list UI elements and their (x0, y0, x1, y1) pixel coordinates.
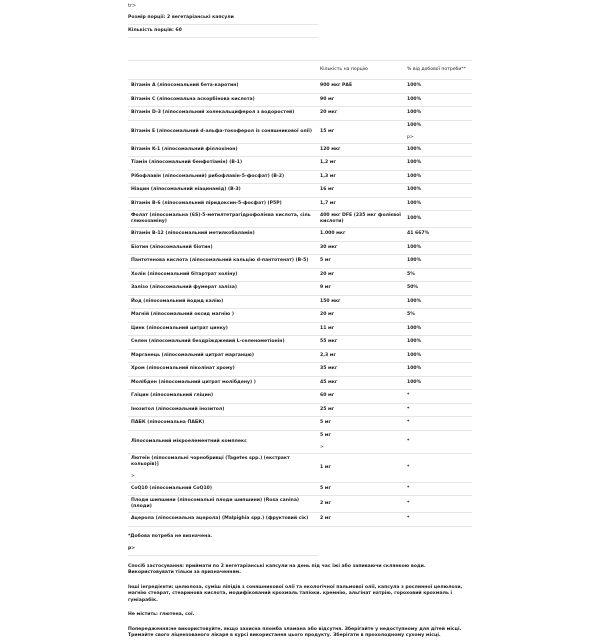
daily-value (404, 322, 472, 336)
nutrient-name-text: Вітамін D-3 (ліпосомальний холекальциферол з водоростей) (131, 110, 295, 116)
footer (128, 531, 472, 640)
amount-text: 55 мкг (320, 339, 338, 345)
nutrient-name-text: CoQ10 (ліпосомальний CoQ10) (131, 485, 212, 491)
nutrient-name-text: Ацерола (ліпосомальна ацерола) (Malpighia spp.) (фруктовий сік) (131, 516, 309, 522)
amount-per-serving (317, 170, 404, 184)
table-row (128, 282, 472, 296)
header-nutrient (128, 61, 317, 80)
nutrient-name (128, 363, 317, 377)
nutrient-name (128, 268, 317, 282)
nutrient-name (128, 80, 317, 94)
amount-text: 5 мг (320, 420, 331, 426)
amount-per-serving (317, 268, 404, 282)
nutrient-name (128, 93, 317, 107)
header-amount: Кількість на порцію (320, 67, 368, 72)
nutrient-name (128, 295, 317, 309)
daily-value (404, 268, 472, 282)
daily-value-text: * (407, 420, 410, 426)
amount-text: 150 мкг (320, 298, 341, 304)
daily-value (404, 482, 472, 496)
table-row (128, 170, 472, 184)
amount-per-serving (317, 417, 404, 431)
nutrient-name-text: Йод (ліпосомальний йодид калію) (131, 298, 224, 304)
daily-value-text: 41 667% (407, 231, 430, 237)
nutrient-name-text: Селен (ліпосомальний бездріжджевий L-селенометіонін) (131, 339, 285, 345)
daily-value-text: * (407, 406, 410, 412)
amount-text: 400 мкг DFE (235 мкг фолієвої кислоти) (320, 213, 401, 224)
daily-value (404, 363, 472, 377)
table-row (128, 322, 472, 336)
nutrient-name-text: Марганець (ліпосомальний цитрат марганцю) (131, 352, 254, 358)
amount-per-serving (317, 430, 404, 453)
daily-value-text: * (407, 485, 410, 491)
amount-text: 30 мкг (320, 244, 338, 250)
table-row (128, 268, 472, 282)
daily-value (404, 184, 472, 198)
table-row (128, 295, 472, 309)
amount-per-serving (317, 282, 404, 296)
nutrient-name (128, 211, 317, 228)
nutrient-name-text: Холін (ліпосомальний бітартрат холіну) (131, 271, 238, 277)
nutrient-name (128, 157, 317, 171)
free-of-text: Не містить: глютена, сої. (128, 612, 195, 617)
daily-value-text: 100% (407, 200, 422, 206)
nutrient-name (128, 309, 317, 323)
daily-value-text: * (407, 501, 410, 506)
daily-value-text: 5% (407, 271, 415, 277)
amount-text: 2 мг (320, 516, 331, 522)
table-row (128, 482, 472, 496)
daily-value (404, 349, 472, 363)
amount-per-serving (317, 390, 404, 404)
nutrient-name (128, 322, 317, 336)
nutrient-name-text: Інозитол (ліпосомальний інозитол) (131, 406, 225, 412)
daily-value-text: 100% (407, 339, 422, 345)
nutrient-name (128, 430, 317, 453)
daily-value (404, 390, 472, 404)
amount-text: 5 мг (320, 432, 331, 438)
nutrient-name-text: Пантотенова кислота (ліпосомальний кальцію d-пантотенат) (B-5) (131, 258, 309, 264)
table-row (128, 211, 472, 228)
table-row (128, 120, 472, 143)
daily-value-text: 100% (407, 366, 422, 372)
table-row (128, 403, 472, 417)
nutrient-name-text: Вітамін E (ліпосомальний d-альфа-токоферол із соняшникової олії) (131, 128, 312, 134)
nutrient-name-text: Ніацин (ліпосомальний ніацинамід) (B-3) (131, 187, 241, 193)
daily-value-text: 100% (407, 298, 422, 304)
nutrient-name-text: Цинк (ліпосомальний цитрат цинку) (131, 325, 228, 331)
amount-per-serving (317, 482, 404, 496)
nutrient-name-text: Вітамін A (ліпосомальний бета-каротин) (131, 83, 239, 89)
nutrient-name (128, 255, 317, 269)
amount-text: 2 мг (320, 501, 331, 506)
amount-text: 20 мг (320, 271, 335, 277)
daily-value (404, 496, 472, 513)
nutrient-name-text: Молібден (ліпосомальний цитрат молібдену) ) (131, 379, 256, 385)
daily-value (404, 309, 472, 323)
nutrient-name (128, 403, 317, 417)
amount-text: 9 мг (320, 285, 331, 291)
daily-value (404, 255, 472, 269)
nutrient-name (128, 120, 317, 143)
stray-markup-text: tr> (128, 3, 137, 9)
daily-value (404, 430, 472, 453)
daily-value (404, 403, 472, 417)
table-row (128, 376, 472, 390)
nutrient-name (128, 513, 317, 527)
amount-text: 20 мг (320, 312, 335, 318)
amount-text: 11 мг (320, 325, 335, 331)
nutrient-name-text: Лютеїн (ліпосомальні чорнобривці (Tagetes spp.) (екстракт кольорів)] (131, 455, 290, 467)
table-row (128, 241, 472, 255)
amount-text: 5 мг (320, 485, 331, 491)
stray-markup-text: p> (407, 134, 414, 140)
nutrient-name-text: Хром (ліпосомальний піколінат хрому) (131, 366, 235, 372)
amount-per-serving (317, 228, 404, 242)
amount-per-serving (317, 309, 404, 323)
table-header-row (128, 61, 472, 80)
amount-per-serving (317, 295, 404, 309)
daily-value-text: * (407, 393, 410, 399)
amount-text: 90 мг (320, 96, 335, 102)
daily-value-text: 100% (407, 258, 422, 264)
amount-per-serving (317, 241, 404, 255)
amount-text: 1,7 мг (320, 200, 336, 206)
nutrient-name-text: Гліцин (ліпосомальний гліцин) (131, 393, 214, 399)
amount-text: 1.000 мкг (320, 231, 346, 237)
footnote: *Добова потреба не визначена. (128, 533, 213, 539)
amount-per-serving (317, 255, 404, 269)
daily-value-text: 100% (407, 216, 422, 221)
daily-value (404, 157, 472, 171)
nutrient-name-text: Плоди шипшини (ліпосомальні плоди шипшини) (Rosa canina) (плоди) (131, 498, 300, 509)
amount-text: 1,3 мг (320, 173, 336, 179)
amount-text: 15 мг (320, 128, 335, 134)
daily-value (404, 376, 472, 390)
amount-text: 5 мг (320, 258, 331, 264)
daily-value-text: 100% (407, 83, 422, 89)
nutrient-name (128, 228, 317, 242)
nutrient-name (128, 282, 317, 296)
nutrient-name (128, 336, 317, 350)
amount-per-serving (317, 107, 404, 121)
nutrient-name-text: Вітамін K-1 (ліпосомальний філлохінон) (131, 146, 238, 152)
table-row (128, 453, 472, 482)
table-row (128, 390, 472, 404)
table-row (128, 80, 472, 94)
daily-value (404, 228, 472, 242)
nutrient-name (128, 184, 317, 198)
table-row (128, 107, 472, 121)
daily-value (404, 107, 472, 121)
daily-value-text: 100% (407, 187, 422, 193)
amount-text: 45 мкг (320, 379, 338, 385)
table-row (128, 309, 472, 323)
amount-text: 60 мг (320, 393, 335, 399)
amount-text: 20 мкг (320, 110, 338, 116)
table-row (128, 363, 472, 377)
amount-text: 120 мкг (320, 146, 341, 152)
amount-per-serving (317, 453, 404, 482)
ingredients-text: Інші інгредієнти: целюлоза, суміш ліпідів з соняшникової олії та екологічної пальмової олії, капсула з рослинної целюлози, магнію стеарат, стеаринова кислота, модифікований крохмаль тапіоки. кремнію, альгінат натрію, гороховий крохмаль і гуміарабік. (128, 584, 463, 603)
stray-markup-text: > (320, 444, 324, 450)
daily-value (404, 211, 472, 228)
nutrient-name-text: Біотин (ліпосомальний біотин) (131, 244, 213, 250)
daily-value (404, 241, 472, 255)
daily-value (404, 417, 472, 431)
servings-count: Кількість порцій: 60 (128, 25, 318, 38)
serving-size: Розмір порції: 2 вегетаріанські капсули (128, 12, 318, 25)
daily-value-text: 100% (407, 244, 422, 250)
daily-value-text: 100% (407, 173, 422, 179)
table-row (128, 255, 472, 269)
amount-text: 900 мкг РАЕ (320, 83, 353, 89)
amount-per-serving (317, 496, 404, 513)
daily-value (404, 295, 472, 309)
footnote-stray-text: p> (128, 543, 318, 556)
amount-per-serving (317, 336, 404, 350)
table-row (128, 336, 472, 350)
daily-value-text: 50% (407, 285, 418, 291)
table-row (128, 228, 472, 242)
nutrient-name-text: Тіамін (ліпосомальний бенфотіамін) (B-1) (131, 160, 243, 166)
amount-per-serving (317, 322, 404, 336)
warning-text: Попередження:не використовуйте, якщо захисна пломба зламана або відсутня. Зберігайте у недоступному для дітей місці. Тримайте свого ліцензованого лікаря в курсі використання цього продукту. Зберігати в прохолодному сухому місці. (128, 626, 462, 638)
supplement-facts (128, 0, 472, 640)
nutrient-name-text: Ліпосомальний мікроелементний комплекс (131, 438, 247, 444)
daily-value (404, 143, 472, 157)
nutrient-name (128, 197, 317, 211)
amount-per-serving (317, 513, 404, 527)
amount-per-serving (317, 157, 404, 171)
daily-value-text: * (407, 438, 410, 444)
daily-value (404, 197, 472, 211)
daily-value-text: 100% (407, 110, 422, 116)
nutrient-name (128, 390, 317, 404)
nutrient-name (128, 496, 317, 513)
amount-per-serving (317, 376, 404, 390)
nutrient-name-text: Вітамін C (ліпосомальна аскорбінова кислота) (131, 96, 255, 102)
stray-markup-text: > (131, 473, 135, 479)
nutrient-name-text: Магній (ліпосомальний оксид магнію ) (131, 312, 234, 318)
daily-value (404, 282, 472, 296)
table-row (128, 417, 472, 431)
daily-value-text: 100% (407, 352, 422, 358)
amount-per-serving (317, 120, 404, 143)
nutrient-name (128, 170, 317, 184)
amount-text: 1,2 мг (320, 160, 336, 166)
nutrient-name-text: ПАБК (ліпосомальна ПАБК) (131, 420, 205, 426)
table-row (128, 349, 472, 363)
nutrient-name (128, 482, 317, 496)
nutrient-name (128, 417, 317, 431)
daily-value (404, 336, 472, 350)
table-row (128, 197, 472, 211)
nutrient-name (128, 453, 317, 482)
amount-per-serving (317, 143, 404, 157)
amount-per-serving (317, 349, 404, 363)
daily-value (404, 120, 472, 143)
daily-value (404, 80, 472, 94)
daily-value (404, 513, 472, 527)
daily-value-text: * (407, 516, 410, 522)
daily-value-text: 100% (407, 122, 422, 128)
nutrient-name (128, 241, 317, 255)
amount-text: 25 мг (320, 406, 335, 412)
daily-value-text: * (407, 464, 410, 470)
table-row (128, 513, 472, 527)
daily-value-text: 5% (407, 312, 415, 318)
amount-text: 2,3 мг (320, 352, 336, 358)
usage-text: Спосіб застосування: приймати по 2 вегетаріанські капсули на день під час їжі або запиваючи склянкою води. Використовувати тільки за призначенням. (128, 563, 426, 575)
nutrient-name-text: Фолат (ліпосомальна (6S)-5-метилтетрагідрофолієва кислота, сіль глюкозаміну) (131, 213, 311, 224)
amount-per-serving (317, 403, 404, 417)
nutrient-name (128, 349, 317, 363)
nutrient-name (128, 143, 317, 157)
daily-value (404, 93, 472, 107)
nutrient-name-text: Залізо (ліпосомальний фумерат заліза) (131, 285, 237, 291)
nutrient-name-text: Рібофлавін (ліпосомальний) рибофлавін-5-фосфат) (B-2) (131, 173, 285, 179)
nutrient-name-text: Вітамін B-6 (ліпосомальний піридоксин-5-фосфат) (P5P) (131, 200, 282, 206)
table-row (128, 157, 472, 171)
nutrient-table (128, 60, 472, 527)
amount-per-serving (317, 211, 404, 228)
daily-value-text: 100% (407, 325, 422, 331)
daily-value-text: 100% (407, 160, 422, 166)
table-row (128, 184, 472, 198)
daily-value (404, 453, 472, 482)
amount-per-serving (317, 93, 404, 107)
amount-per-serving (317, 197, 404, 211)
nutrient-name (128, 376, 317, 390)
nutrient-name (128, 107, 317, 121)
table-row (128, 143, 472, 157)
daily-value-text: 100% (407, 96, 422, 102)
table-row (128, 496, 472, 513)
header-daily-value: % від добової потреби** (407, 67, 466, 72)
daily-value-text: 100% (407, 379, 422, 385)
table-row (128, 93, 472, 107)
amount-per-serving (317, 80, 404, 94)
amount-text: 1 мг (320, 464, 331, 470)
table-row (128, 430, 472, 453)
amount-per-serving (317, 363, 404, 377)
amount-text: 16 мг (320, 187, 335, 193)
amount-per-serving (317, 184, 404, 198)
nutrient-name-text: Вітамін B-12 (ліпосомальний метилкобаламін) (131, 231, 255, 237)
daily-value (404, 170, 472, 184)
amount-text: 35 мкг (320, 366, 338, 372)
daily-value-text: 100% (407, 146, 422, 152)
